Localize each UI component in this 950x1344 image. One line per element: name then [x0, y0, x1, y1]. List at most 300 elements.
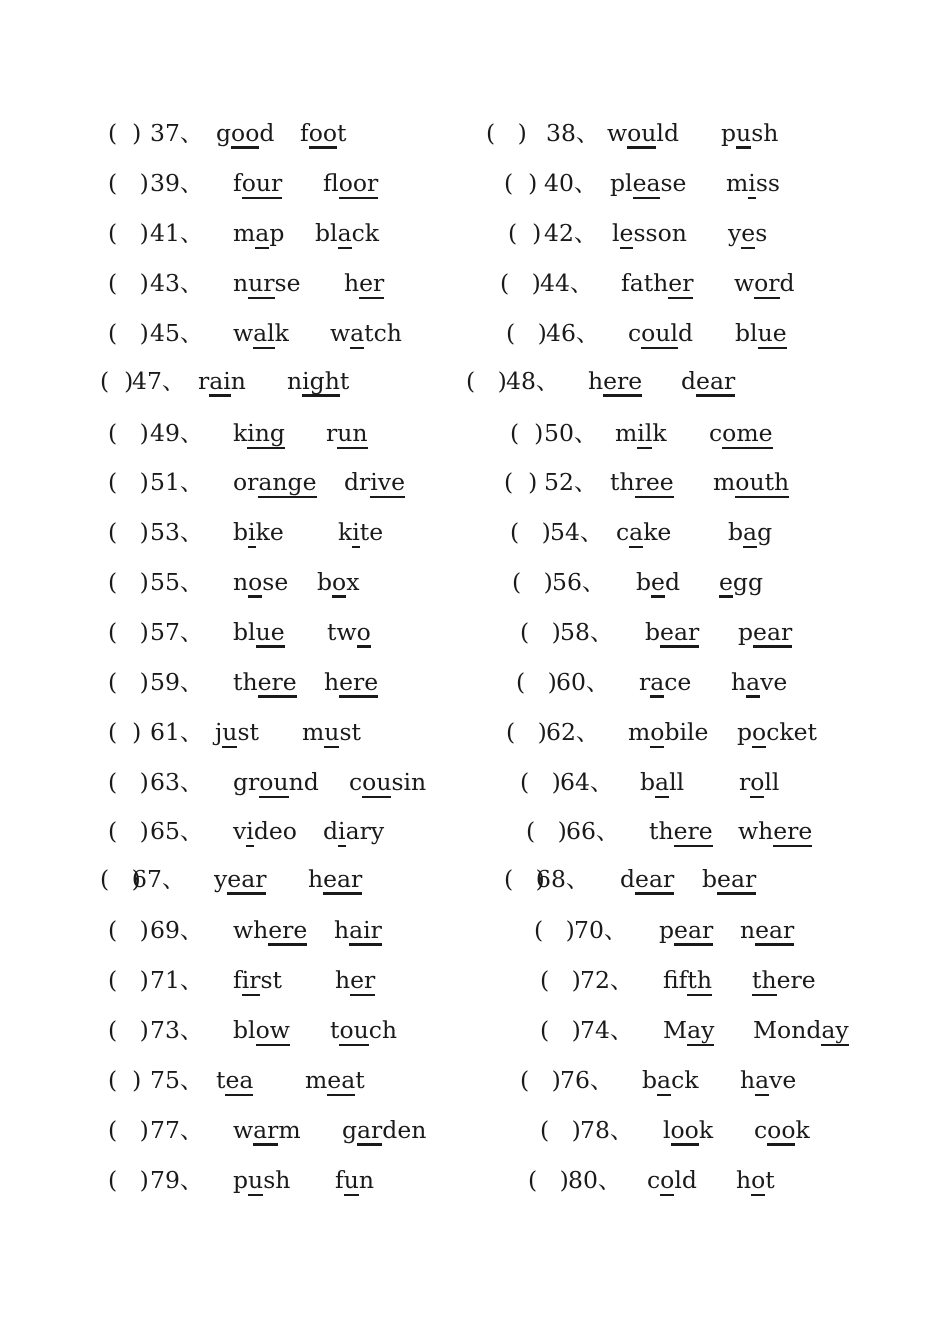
underlined-sound: e: [651, 565, 665, 599]
word-2: [726, 166, 780, 200]
underlined-sound: igh: [302, 364, 340, 398]
underlined-sound: i: [338, 814, 346, 848]
answer-blank[interactable]: ( ): [108, 518, 149, 546]
question-number: 65、: [150, 817, 204, 845]
answer-blank[interactable]: ( ): [466, 367, 507, 395]
underlined-sound: ur: [248, 266, 274, 300]
answer-blank[interactable]: ( ): [108, 1016, 149, 1044]
word-post-text: g: [757, 518, 773, 546]
word-post-text: ld: [674, 1166, 697, 1194]
word-post-text: sh: [263, 1166, 291, 1194]
word-2: [753, 1013, 849, 1047]
underlined-sound: i: [246, 814, 254, 848]
word-pre-text: p: [659, 916, 675, 944]
underlined-sound: o: [660, 1163, 674, 1197]
word-pre-text: bl: [735, 319, 758, 347]
question-item: [0, 715, 950, 749]
question-number: 69、: [150, 916, 204, 944]
underlined-sound: ea: [633, 166, 661, 200]
answer-blank[interactable]: ( ): [508, 219, 542, 247]
underlined-sound: er: [350, 963, 375, 997]
question-item: [0, 416, 950, 450]
underlined-sound: a: [255, 216, 269, 250]
word-1: [663, 963, 712, 997]
answer-blank[interactable]: ( ): [108, 1166, 149, 1194]
question-number: 37、: [150, 119, 204, 147]
answer-blank[interactable]: ( ): [108, 419, 149, 447]
word-pre-text: b: [642, 1066, 658, 1094]
answer-blank[interactable]: ( ): [108, 668, 149, 696]
word-post-text: t: [339, 367, 350, 395]
question-item: [0, 1063, 950, 1097]
word-pre-text: p: [233, 1166, 249, 1194]
word-post-text: k: [652, 419, 667, 447]
word-pre-text: n: [233, 568, 249, 596]
word-pre-text: n: [233, 269, 249, 297]
word-pre-text: v: [233, 817, 247, 845]
question-number: 53、: [150, 518, 204, 546]
underlined-sound: ai: [209, 364, 231, 398]
word-pre-text: b: [233, 518, 249, 546]
underlined-sound: a: [657, 1063, 671, 1097]
underlined-sound: ange: [258, 465, 316, 499]
underlined-sound: e: [741, 216, 755, 250]
question-number: 51、: [150, 468, 204, 496]
word-post-text: deo: [253, 817, 297, 845]
answer-blank[interactable]: ( ): [510, 518, 551, 546]
word-2: [709, 416, 773, 450]
word-2: [731, 665, 787, 699]
question-item: [0, 913, 950, 947]
underlined-sound: a: [755, 1063, 769, 1097]
question-number: 47、: [132, 367, 186, 395]
underlined-sound: a: [350, 316, 364, 350]
word-pre-text: w: [233, 319, 254, 347]
answer-blank[interactable]: ( ): [500, 269, 541, 297]
word-pre-text: r: [326, 419, 338, 447]
question-number: 61、: [150, 718, 204, 746]
word-1: [645, 615, 699, 649]
word-pre-text: b: [636, 568, 652, 596]
word-post-text: ss: [755, 169, 780, 197]
word-post-text: ck: [351, 219, 379, 247]
underlined-sound: ear: [753, 615, 792, 649]
underlined-sound: u: [324, 715, 339, 749]
question-item: [0, 862, 950, 896]
question-number: 50、: [544, 419, 598, 447]
word-post-text: k: [795, 1116, 810, 1144]
answer-blank[interactable]: ( ): [108, 1066, 142, 1094]
word-post-text: tch: [364, 319, 402, 347]
answer-blank[interactable]: ( ): [520, 768, 561, 796]
word-pre-text: wh: [738, 817, 774, 845]
word-2: [738, 615, 792, 649]
underlined-sound: a: [746, 665, 760, 699]
question-number: 75、: [150, 1066, 204, 1094]
word-pre-text: w: [607, 119, 628, 147]
word-pre-text: r: [639, 668, 651, 696]
word-pre-text: b: [317, 568, 333, 596]
underlined-sound: u: [222, 715, 237, 749]
word-2: [721, 116, 778, 150]
question-item: [0, 814, 950, 848]
word-pre-text: c: [349, 768, 363, 796]
answer-blank[interactable]: ( ): [108, 169, 149, 197]
answer-blank[interactable]: ( ): [108, 568, 149, 596]
underlined-sound: ere: [339, 665, 378, 699]
underlined-sound: ear: [674, 913, 713, 947]
word-1: [610, 465, 674, 499]
answer-blank[interactable]: ( ): [540, 1016, 581, 1044]
underlined-sound: oo: [671, 1113, 699, 1147]
underlined-sound: ow: [256, 1013, 290, 1047]
underlined-sound: ear: [696, 364, 735, 398]
word-1: [628, 715, 708, 749]
underlined-sound: un: [337, 416, 367, 450]
answer-blank[interactable]: ( ): [506, 718, 547, 746]
question-item: [0, 1163, 950, 1197]
question-number: 42、: [544, 219, 598, 247]
word-pre-text: fl: [323, 169, 339, 197]
word-2: [740, 1063, 796, 1097]
question-item: [0, 765, 950, 799]
word-pre-text: c: [709, 419, 723, 447]
word-1: [659, 913, 713, 947]
word-1: [649, 814, 713, 848]
question-item: [0, 963, 950, 997]
underlined-sound: ea: [225, 1063, 253, 1097]
answer-blank[interactable]: ( ): [520, 618, 561, 646]
word-post-text: t: [765, 1166, 775, 1194]
word-post-text: cket: [766, 718, 817, 746]
answer-blank[interactable]: ( ): [504, 865, 545, 893]
underlined-sound: u: [736, 116, 751, 150]
underlined-sound: oo: [767, 1113, 795, 1147]
question-number: 44、: [540, 269, 594, 297]
word-pre-text: tw: [327, 618, 357, 646]
word-post-text: se: [274, 269, 301, 297]
word-pre-text: bl: [233, 618, 256, 646]
question-number: 52、: [544, 468, 598, 496]
word-post-text: ary: [345, 817, 385, 845]
underlined-sound: ay: [687, 1013, 714, 1047]
answer-blank[interactable]: ( ): [108, 768, 149, 796]
question-number: 39、: [150, 169, 204, 197]
question-number: 48、: [506, 367, 560, 395]
question-number: 55、: [150, 568, 204, 596]
word-post-text: t: [355, 1066, 365, 1094]
answer-blank[interactable]: ( ): [100, 865, 141, 893]
underlined-sound: oul: [641, 316, 678, 350]
question-number: 63、: [150, 768, 204, 796]
underlined-sound: er: [359, 266, 384, 300]
word-pre-text: c: [647, 1166, 661, 1194]
word-pre-text: h: [308, 865, 324, 893]
underlined-sound: a: [629, 515, 643, 549]
word-post-text: st: [339, 718, 361, 746]
question-number: 59、: [150, 668, 204, 696]
word-post-text: ke: [255, 518, 284, 546]
word-pre-text: m: [628, 718, 651, 746]
answer-blank[interactable]: ( ): [100, 367, 134, 395]
question-number: 76、: [560, 1066, 614, 1094]
word-post-text: sin: [391, 768, 427, 796]
word-post-text: bile: [664, 718, 709, 746]
word-pre-text: c: [754, 1116, 768, 1144]
question-number: 80、: [568, 1166, 622, 1194]
answer-blank[interactable]: ( ): [510, 419, 544, 447]
word-pre-text: m: [305, 1066, 328, 1094]
answer-blank[interactable]: ( ): [108, 916, 149, 944]
question-item: [0, 316, 950, 350]
question-number: 72、: [580, 966, 634, 994]
word-2: [740, 913, 794, 947]
word-1: [616, 515, 671, 549]
word-pre-text: n: [740, 916, 756, 944]
word-pre-text: p: [721, 119, 737, 147]
word-1: [663, 1113, 713, 1147]
underlined-sound: ear: [323, 862, 362, 896]
word-pre-text: b: [728, 518, 744, 546]
underlined-sound: ere: [268, 913, 307, 947]
answer-blank[interactable]: ( ): [108, 468, 149, 496]
question-item: [0, 166, 950, 200]
word-pre-text: Mond: [753, 1016, 822, 1044]
answer-blank[interactable]: ( ): [540, 1116, 581, 1144]
word-2: [754, 1113, 810, 1147]
word-pre-text: y: [728, 219, 742, 247]
word-post-text: d: [664, 568, 681, 596]
word-pre-text: wh: [233, 916, 269, 944]
underlined-sound: i: [352, 515, 360, 549]
word-1: [636, 565, 680, 599]
answer-blank[interactable]: ( ): [540, 966, 581, 994]
word-post-text: ve: [769, 1066, 797, 1094]
question-number: 73、: [150, 1016, 204, 1044]
question-number: 77、: [150, 1116, 204, 1144]
word-post-text: st: [237, 718, 259, 746]
underlined-sound: er: [668, 266, 693, 300]
underlined-sound: outh: [735, 465, 789, 499]
word-post-text: n: [358, 1166, 374, 1194]
answer-blank[interactable]: ( ): [108, 817, 149, 845]
word-pre-text: m: [233, 219, 256, 247]
question-number: 54、: [550, 518, 604, 546]
word-post-text: ll: [669, 768, 685, 796]
answer-blank[interactable]: ( ): [516, 668, 557, 696]
answer-blank[interactable]: ( ): [504, 468, 538, 496]
underlined-sound: ar: [357, 1113, 382, 1147]
word-pre-text: or: [233, 468, 259, 496]
underlined-sound: a: [743, 515, 757, 549]
underlined-sound: ree: [635, 465, 674, 499]
question-number: 60、: [556, 668, 610, 696]
answer-blank[interactable]: ( ): [108, 1116, 149, 1144]
underlined-sound: ear: [660, 615, 699, 649]
word-post-text: ll: [764, 768, 780, 796]
question-number: 57、: [150, 618, 204, 646]
underlined-sound: ou: [362, 765, 391, 799]
answer-blank[interactable]: ( ): [534, 916, 575, 944]
answer-blank[interactable]: ( ): [108, 966, 149, 994]
word-pre-text: f: [233, 966, 242, 994]
underlined-sound: ere: [773, 814, 812, 848]
word-pre-text: gr: [233, 768, 260, 796]
word-post-text: gg: [732, 568, 764, 596]
question-number: 79、: [150, 1166, 204, 1194]
answer-blank[interactable]: ( ): [108, 119, 142, 147]
underlined-sound: a: [655, 765, 669, 799]
underlined-sound: o: [332, 565, 346, 599]
underlined-sound: o: [751, 1163, 765, 1197]
word-post-text: s: [755, 219, 768, 247]
word-2: [738, 814, 812, 848]
word-1: [612, 216, 687, 250]
word-pre-text: c: [628, 319, 642, 347]
word-post-text: d: [259, 119, 275, 147]
word-post-text: ke: [643, 518, 672, 546]
word-pre-text: bl: [233, 1016, 256, 1044]
question-item: [0, 515, 950, 549]
underlined-sound: th: [687, 963, 712, 997]
question-number: 43、: [150, 269, 204, 297]
word-pre-text: y: [214, 865, 228, 893]
underlined-sound: a: [338, 216, 352, 250]
underlined-sound: or: [754, 266, 779, 300]
word-pre-text: dr: [344, 468, 371, 496]
question-item: [0, 116, 950, 150]
answer-blank[interactable]: ( ): [108, 319, 149, 347]
word-pre-text: h: [588, 367, 604, 395]
answer-blank[interactable]: ( ): [108, 269, 149, 297]
word-pre-text: p: [737, 718, 753, 746]
underlined-sound: ing: [247, 416, 285, 450]
underlined-sound: al: [253, 316, 275, 350]
word-pre-text: t: [216, 1066, 226, 1094]
word-2: [737, 715, 817, 749]
answer-blank[interactable]: ( ): [526, 817, 567, 845]
question-number: 70、: [574, 916, 628, 944]
word-pre-text: h: [324, 668, 340, 696]
word-pre-text: f: [335, 1166, 344, 1194]
answer-blank[interactable]: ( ): [108, 618, 149, 646]
underlined-sound: u: [344, 1163, 359, 1197]
word-post-text: ce: [664, 668, 692, 696]
word-1: [647, 1163, 697, 1197]
word-1: [640, 765, 684, 799]
word-1: [588, 364, 642, 398]
answer-blank[interactable]: ( ): [108, 718, 142, 746]
question-item: [0, 364, 950, 398]
word-post-text: sson: [633, 219, 687, 247]
word-post-text: k: [698, 1116, 714, 1144]
underlined-sound: ay: [821, 1013, 848, 1047]
word-1: [639, 665, 691, 699]
word-pre-text: l: [612, 219, 620, 247]
answer-blank[interactable]: ( ): [108, 219, 149, 247]
word-post-text: se: [262, 568, 289, 596]
underlined-sound: oo: [309, 116, 337, 150]
word-pre-text: w: [734, 269, 755, 297]
question-item: [0, 216, 950, 250]
word-post-text: te: [359, 518, 384, 546]
word-pre-text: f: [300, 119, 309, 147]
underlined-sound: il: [637, 416, 652, 450]
word-post-text: d: [779, 269, 795, 297]
word-pre-text: r: [739, 768, 751, 796]
question-number: 62、: [546, 718, 600, 746]
word-post-text: n: [230, 367, 246, 395]
question-number: 46、: [546, 319, 600, 347]
question-number: 58、: [560, 618, 614, 646]
underlined-sound: ere: [258, 665, 297, 699]
word-post-text: ld: [656, 119, 679, 147]
word-pre-text: th: [649, 817, 674, 845]
word-pre-text: r: [198, 367, 210, 395]
underlined-sound: o: [357, 615, 371, 649]
underlined-sound: ou: [627, 116, 656, 150]
answer-blank[interactable]: ( ): [528, 1166, 569, 1194]
word-2: [728, 515, 772, 549]
word-2: [734, 266, 795, 300]
underlined-sound: ere: [603, 364, 642, 398]
question-number: 49、: [150, 419, 204, 447]
word-pre-text: g: [342, 1116, 358, 1144]
underlined-sound: oo: [231, 116, 259, 150]
underlined-sound: u: [248, 1163, 263, 1197]
answer-blank[interactable]: ( ): [520, 1066, 561, 1094]
word-1: [663, 1013, 714, 1047]
word-pre-text: m: [615, 419, 638, 447]
word-2: [681, 364, 735, 398]
word-post-text: k: [274, 319, 289, 347]
word-pre-text: k: [233, 419, 248, 447]
word-pre-text: h: [731, 668, 747, 696]
word-2: [719, 565, 763, 599]
question-number: 71、: [150, 966, 204, 994]
word-2: [752, 963, 816, 997]
question-number: 64、: [560, 768, 614, 796]
word-2: [713, 465, 789, 499]
underlined-sound: ear: [717, 862, 756, 896]
answer-blank[interactable]: ( ): [512, 568, 553, 596]
answer-blank[interactable]: ( ): [504, 169, 538, 197]
underlined-sound: ue: [256, 615, 285, 649]
word-1: [628, 316, 693, 350]
question-item: [0, 565, 950, 599]
underlined-sound: ir: [242, 963, 261, 997]
word-pre-text: M: [663, 1016, 688, 1044]
word-pre-text: h: [335, 966, 351, 994]
word-post-text: ch: [368, 1016, 398, 1044]
word-pre-text: bl: [315, 219, 338, 247]
word-pre-text: n: [287, 367, 303, 395]
underlined-sound: ear: [635, 862, 674, 896]
word-post-text: d: [677, 319, 694, 347]
answer-blank[interactable]: ( ): [506, 319, 547, 347]
underlined-sound: th: [752, 963, 777, 997]
underlined-sound: air: [349, 913, 382, 947]
underlined-sound: ive: [370, 465, 405, 499]
question-item: [0, 665, 950, 699]
underlined-sound: ome: [722, 416, 772, 450]
word-pre-text: th: [233, 668, 258, 696]
word-post-text: ck: [671, 1066, 699, 1094]
answer-blank[interactable]: ( ): [486, 119, 527, 147]
underlined-sound: our: [242, 166, 283, 200]
question-number: 78、: [580, 1116, 634, 1144]
word-pre-text: h: [334, 916, 350, 944]
